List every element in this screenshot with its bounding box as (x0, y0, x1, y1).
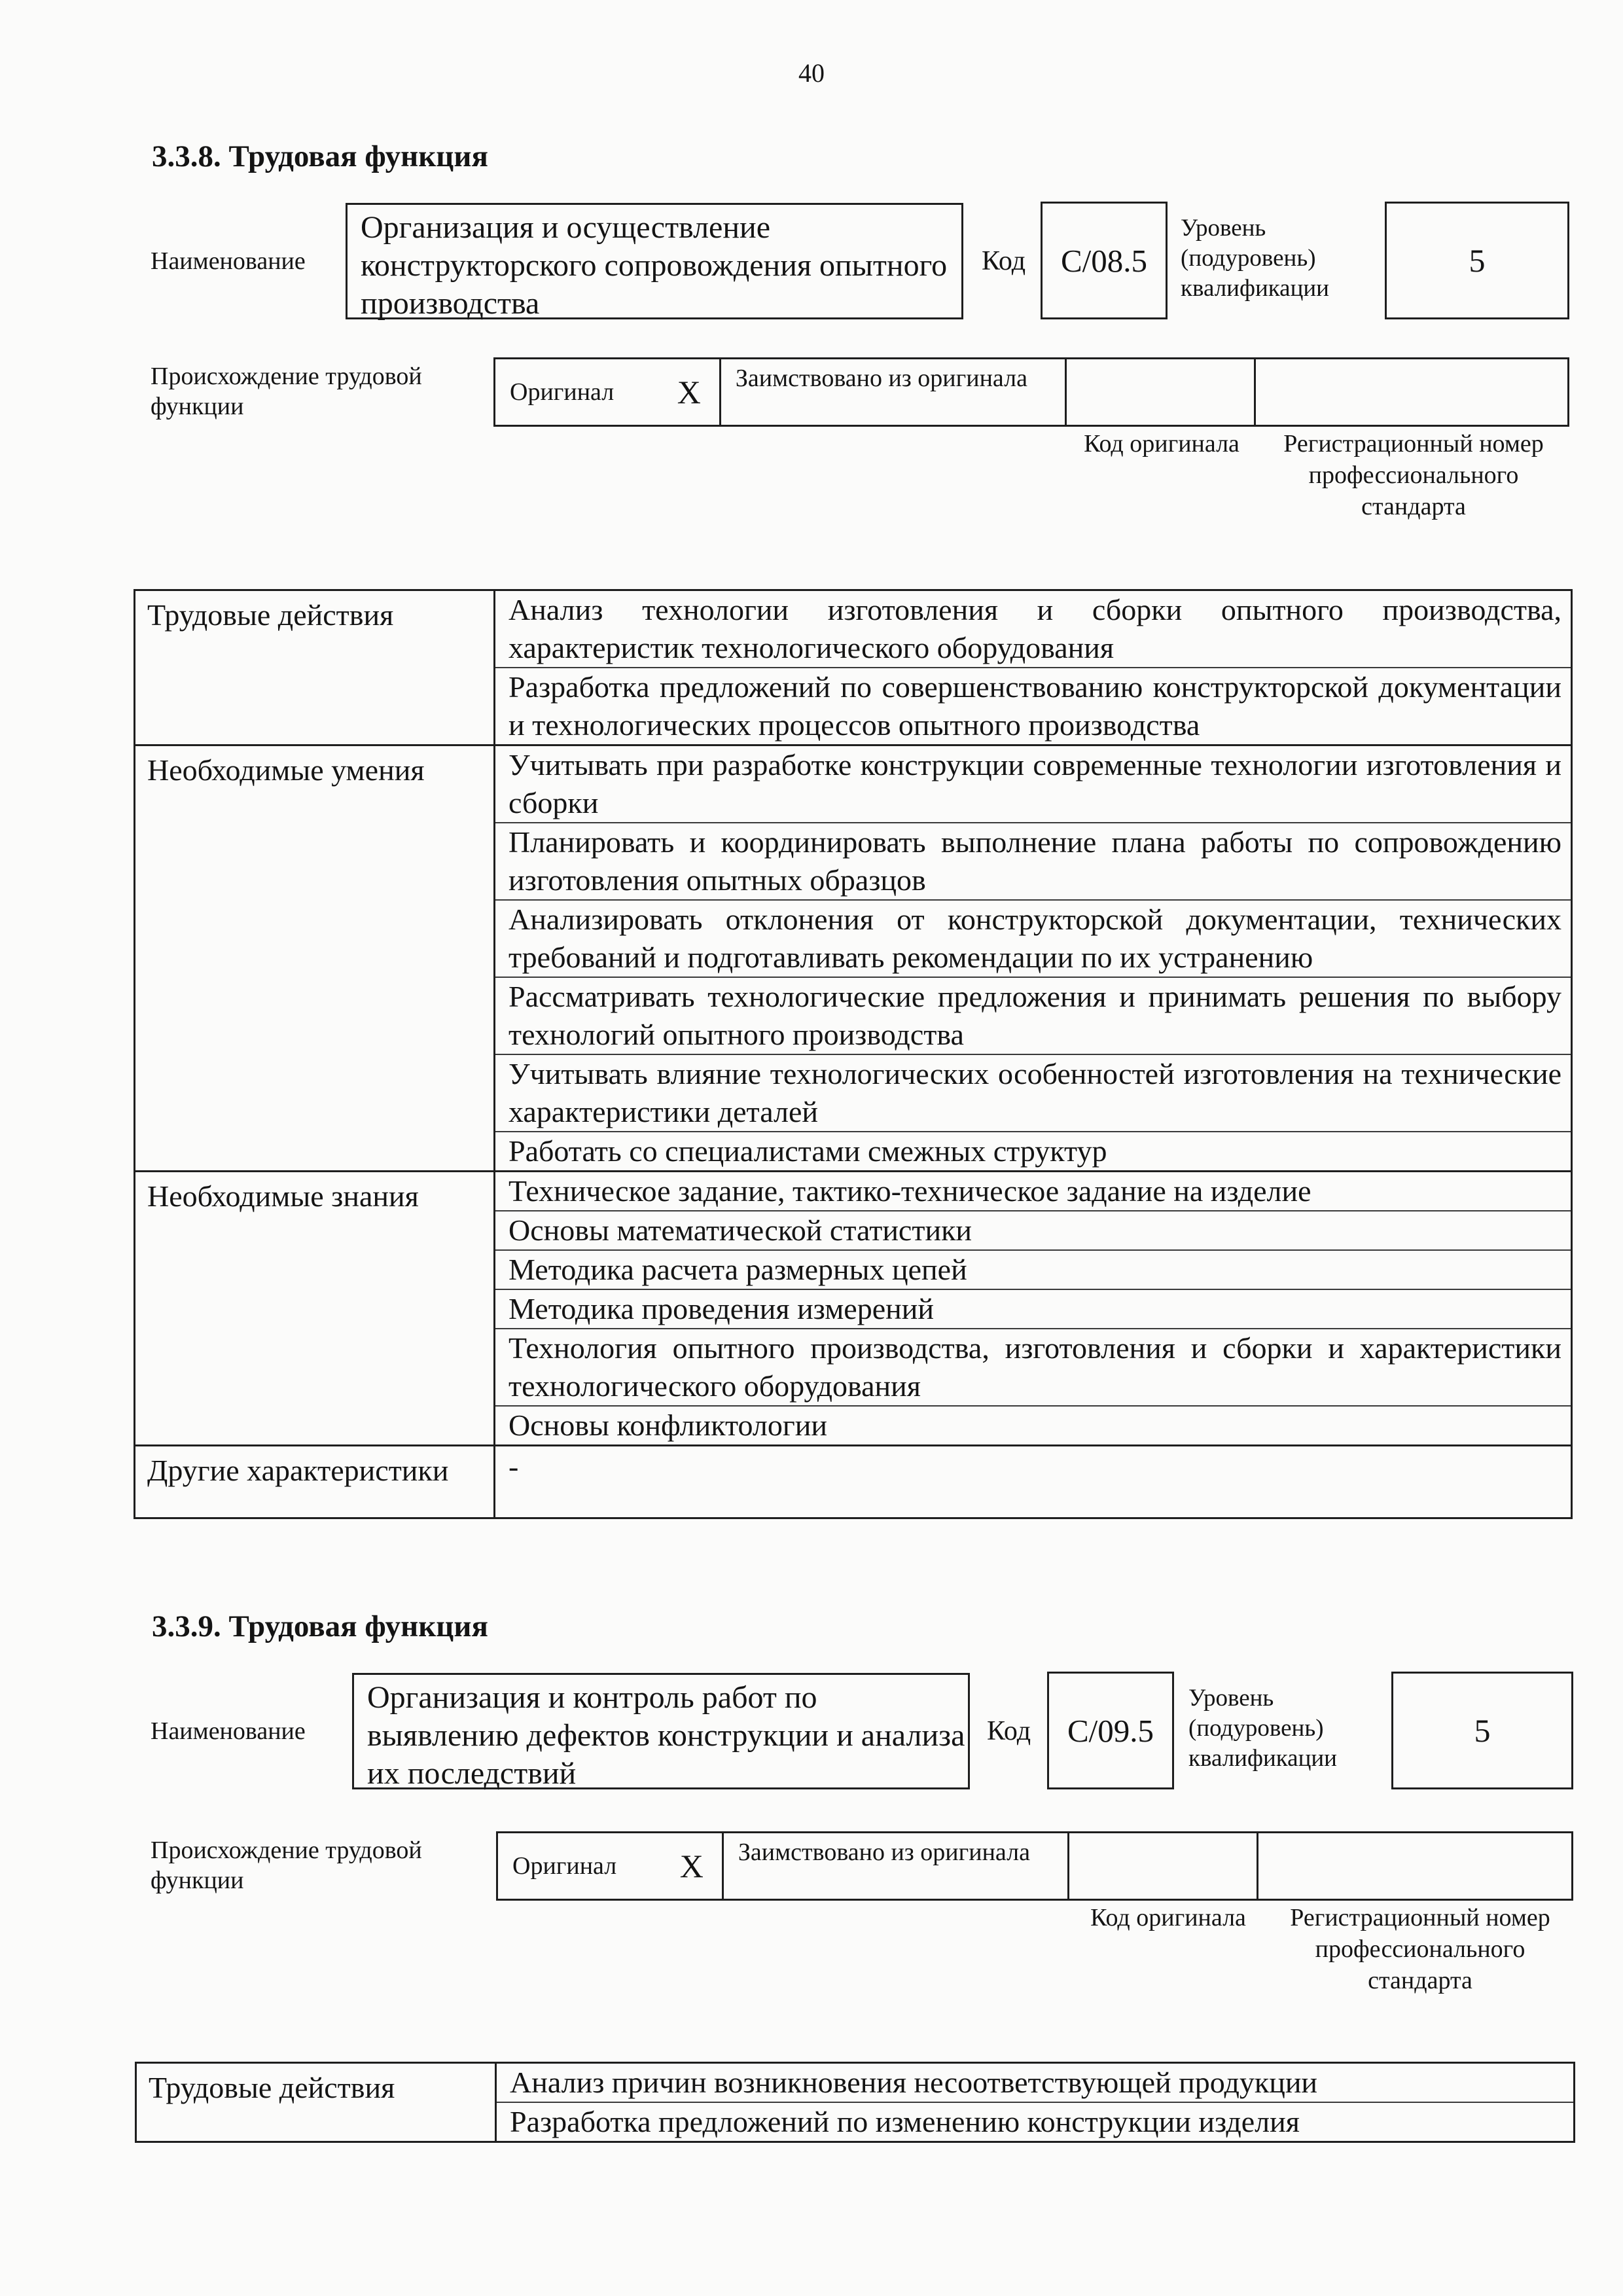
origin-reg-number-cell (1256, 359, 1567, 425)
row-category: Необходимые умения (135, 745, 495, 1172)
list-item: Технология опытного производства, изготовления и сборки и характеристики технологического оборудования (495, 1329, 1571, 1407)
origin-original-cell (495, 359, 721, 425)
row-category: Необходимые знания (135, 1172, 495, 1446)
list-item: Рассматривать технологические предложения и принимать решения по выбору технологий опытного производства (495, 978, 1571, 1055)
section-title: 3.3.9. Трудовая функция (152, 1609, 488, 1643)
list-item: - (508, 1450, 519, 1483)
page-number: 40 (798, 58, 825, 88)
function-name-box: Организация и контроль работ по выявлению дефектов конструкции и анализа их последствий (352, 1673, 970, 1789)
list-item: Разработка предложений по изменению конструкции изделия (510, 2105, 1300, 2138)
origin-original-cell (498, 1833, 724, 1899)
row-category: Трудовые действия (135, 590, 495, 745)
origin-reg-caption: Регистрационный номер профессионального стандарта (1283, 430, 1544, 520)
origin-reg-caption: Регистрационный номер профессионального стандарта (1290, 1904, 1550, 1994)
function-name-box: Организация и осуществление конструкторского сопровождения опытного производства (346, 203, 963, 319)
list-item: Разработка предложений по совершенствованию конструкторской документации и технологических процессов опытного производства (508, 670, 1561, 742)
level-box: 5 (1391, 1672, 1573, 1789)
origin-original-label: Оригинал (512, 1852, 617, 1880)
origin-x-mark: X (679, 1848, 704, 1884)
row-category: Трудовые действия (136, 2063, 496, 2142)
list-item: Методика проведения измерений (495, 1290, 1571, 1329)
function-table (134, 589, 1573, 1519)
list-item: Основы математической статистики (495, 1211, 1571, 1251)
table-row (135, 590, 1572, 745)
row-category: Другие характеристики (135, 1446, 495, 1518)
level-label: Уровень (подуровень) квалификации (1188, 1685, 1337, 1772)
origin-label: Происхождение трудовой функции (151, 363, 422, 420)
list-item: Основы конфликтологии (508, 1408, 827, 1442)
table-row (136, 2063, 1575, 2142)
origin-row (496, 1831, 1573, 1901)
origin-label: Происхождение трудовой функции (151, 1837, 422, 1894)
origin-code-caption: Код оригинала (1090, 1904, 1246, 1931)
origin-borrowed-cell: Заимствовано из оригинала (724, 1833, 1069, 1899)
origin-code-cell (1069, 1833, 1258, 1899)
function-code-box: C/08.5 (1041, 202, 1168, 319)
level-box: 5 (1385, 202, 1569, 319)
origin-code-caption: Код оригинала (1084, 430, 1240, 457)
list-item: Учитывать влияние технологических особенностей изготовления на технические характеристики деталей (495, 1055, 1571, 1132)
origin-code-cell (1067, 359, 1256, 425)
code-label: Код (982, 246, 1026, 276)
list-item: Анализировать отклонения от конструкторской документации, технических требований и подготавливать рекомендации по их устранению (495, 901, 1571, 978)
level-label: Уровень (подуровень) квалификации (1181, 215, 1329, 302)
name-label: Наименование (151, 247, 306, 275)
section-title: 3.3.8. Трудовая функция (152, 139, 488, 173)
list-item: Анализ технологии изготовления и сборки опытного производства, характеристик технологического оборудования (495, 591, 1571, 668)
table-row (135, 1172, 1572, 1446)
code-label: Код (987, 1716, 1031, 1746)
list-item: Планировать и координировать выполнение плана работы по сопровождению изготовления опытных образцов (495, 823, 1571, 901)
table-row (135, 1446, 1572, 1518)
list-item: Техническое задание, тактико-техническое задание на изделие (495, 1172, 1571, 1211)
table-row (135, 745, 1572, 1172)
list-item: Учитывать при разработке конструкции современные технологии изготовления и сборки (495, 746, 1571, 823)
origin-original-label: Оригинал (510, 378, 615, 406)
function-table (135, 2062, 1575, 2143)
list-item: Работать со специалистами смежных структур (508, 1134, 1107, 1168)
origin-reg-number-cell (1258, 1833, 1571, 1899)
list-item: Анализ причин возникновения несоответствующей продукции (497, 2064, 1573, 2103)
name-label: Наименование (151, 1717, 306, 1745)
origin-borrowed-cell: Заимствовано из оригинала (721, 359, 1067, 425)
list-item: Методика расчета размерных цепей (495, 1251, 1571, 1290)
origin-x-mark: X (677, 374, 701, 410)
function-code-box: C/09.5 (1047, 1672, 1174, 1789)
origin-row (493, 357, 1569, 427)
